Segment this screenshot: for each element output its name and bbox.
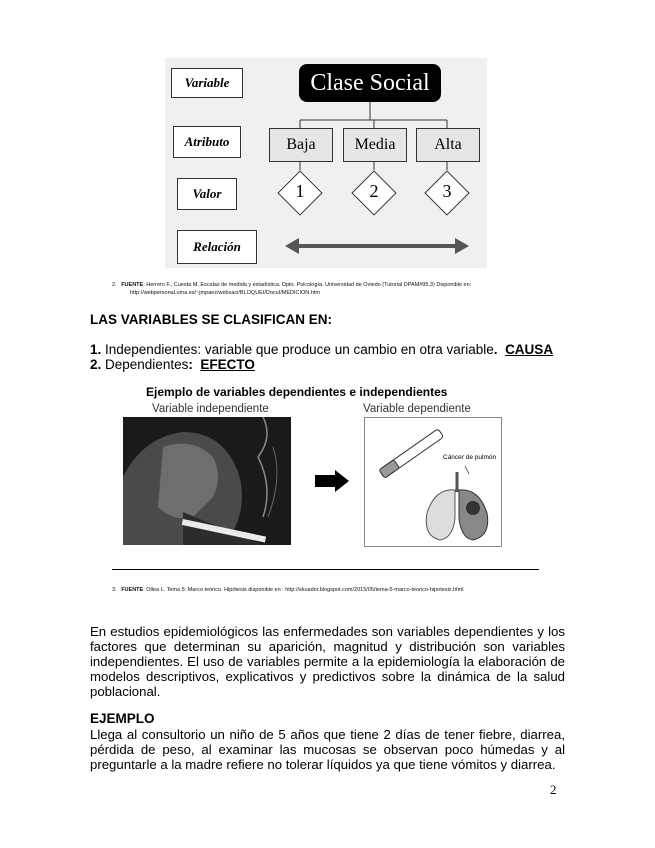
page-number: 2 bbox=[550, 782, 557, 797]
epidemiology-paragraph: En estudios epidemiológicos las enfermedades son variables dependientes y los factores que determinan su aparición, magnitud y distribución son variables independientes. El uso de variables permite a la epidemiología la elaboración de modelos descriptivos, explicativos y predictivos sobre la dinámica de la salud poblacional. bbox=[90, 624, 565, 699]
lungs-panel bbox=[364, 417, 502, 547]
footnote-2: 2. FUENTE: Herrero F., Cuesta M. Escalas de medida y estadística. Dpto. Psicología. Universidad de Oviedo (Tutorial DPAM#95.3) Disponible en: http://webpersonal.uma.es/~jmpaez/websaci/BLOQUEI/DocuI/MEDICION.htm bbox=[112, 282, 472, 296]
list-item-independientes: 1. Independientes: variable que produce un cambio en otra variable. CAUSA bbox=[90, 342, 554, 357]
figure-title: Ejemplo de variables dependientes e independientes bbox=[146, 385, 448, 399]
dependent-independent-example-figure bbox=[118, 385, 508, 555]
double-arrow-icon bbox=[285, 236, 469, 256]
right-arrow-icon bbox=[315, 470, 349, 492]
variable-type-list bbox=[90, 342, 553, 372]
attribute-box-media: Media bbox=[343, 128, 407, 162]
value-number-1: 1 bbox=[295, 181, 305, 201]
label-relacion: Relación bbox=[177, 230, 257, 264]
cigarette-and-lungs-illustration bbox=[365, 418, 501, 546]
value-number-3: 3 bbox=[442, 181, 452, 201]
footnote-3: 3. FUENTE: Ollea L. Tema 5: Marco teórico. Hipótesis disponible en : http://skuador.blogspot.com/2015/05/tema-5-marco-teorico-hipotesis.html bbox=[112, 587, 464, 593]
label-variable: Variable bbox=[171, 68, 243, 98]
smoker-photo bbox=[123, 417, 291, 545]
clase-social-title: Clase Social bbox=[299, 64, 441, 102]
label-atributo: Atributo bbox=[173, 126, 241, 158]
attribute-box-baja: Baja bbox=[269, 128, 333, 162]
example-paragraph: Llega al consultorio un niño de 5 años que tiene 2 días de tener fiebre, diarrea, pérdida de peso, al examinar las mucosas se observan poco húmedas y al preguntarle a la madre refiere no tolerar líquidos ya que tiene vómitos y diarrea. bbox=[90, 727, 565, 772]
value-number-2: 2 bbox=[369, 181, 379, 201]
right-label: Variable dependiente bbox=[363, 403, 471, 415]
variable-diagram bbox=[165, 58, 487, 268]
left-label: Variable independiente bbox=[152, 403, 269, 415]
list-item-dependientes: 2. Dependientes: EFECTO bbox=[90, 357, 255, 372]
label-valor: Valor bbox=[177, 178, 237, 210]
separator-line bbox=[112, 569, 539, 570]
attribute-box-alta: Alta bbox=[416, 128, 480, 162]
example-heading: EJEMPLO bbox=[90, 711, 155, 726]
section-heading: LAS VARIABLES SE CLASIFICAN EN: bbox=[90, 312, 333, 327]
lung-cancer-annotation: Cáncer de pulmón bbox=[443, 454, 497, 461]
